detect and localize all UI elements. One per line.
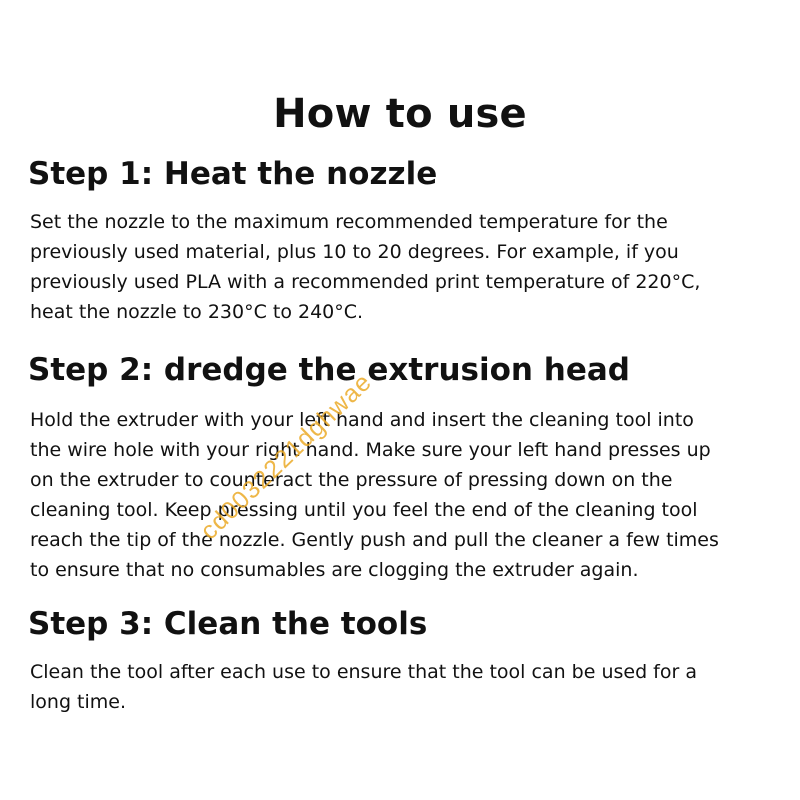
step-1-line: previously used material, plus 10 to 20 degrees. For example, if you <box>30 241 679 263</box>
step-2-line: Hold the extruder with your left hand and insert the cleaning tool into <box>30 409 694 431</box>
step-2-body <box>30 405 780 585</box>
step-1-line: Set the nozzle to the maximum recommended temperature for the <box>30 211 668 233</box>
step-2-line: reach the tip of the nozzle. Gently push and pull the cleaner a few times <box>30 529 719 551</box>
watermark-text: cd0032221dghwae <box>195 367 378 546</box>
step-3-line: long time. <box>30 691 127 713</box>
step-2-line: on the extruder to counteract the pressure of pressing down on the <box>30 469 673 491</box>
step-3-heading: Step 3: Clean the tools <box>28 606 428 642</box>
step-1-line: heat the nozzle to 230°C to 240°C. <box>30 301 364 323</box>
step-1-heading: Step 1: Heat the nozzle <box>28 156 438 192</box>
step-1-line: previously used PLA with a recommended print temperature of 220°C, <box>30 271 701 293</box>
page-title: How to use <box>273 91 527 137</box>
step-2-line: cleaning tool. Keep pressing until you feel the end of the cleaning tool <box>30 499 698 521</box>
step-3-body <box>30 657 780 717</box>
step-1-body <box>30 207 780 327</box>
step-2-line: the wire hole with your right hand. Make sure your left hand presses up <box>30 439 711 461</box>
step-2-heading: Step 2: dredge the extrusion head <box>28 352 630 388</box>
step-2-line: to ensure that no consumables are clogging the extruder again. <box>30 559 639 581</box>
step-3-line: Clean the tool after each use to ensure that the tool can be used for a <box>30 661 697 683</box>
